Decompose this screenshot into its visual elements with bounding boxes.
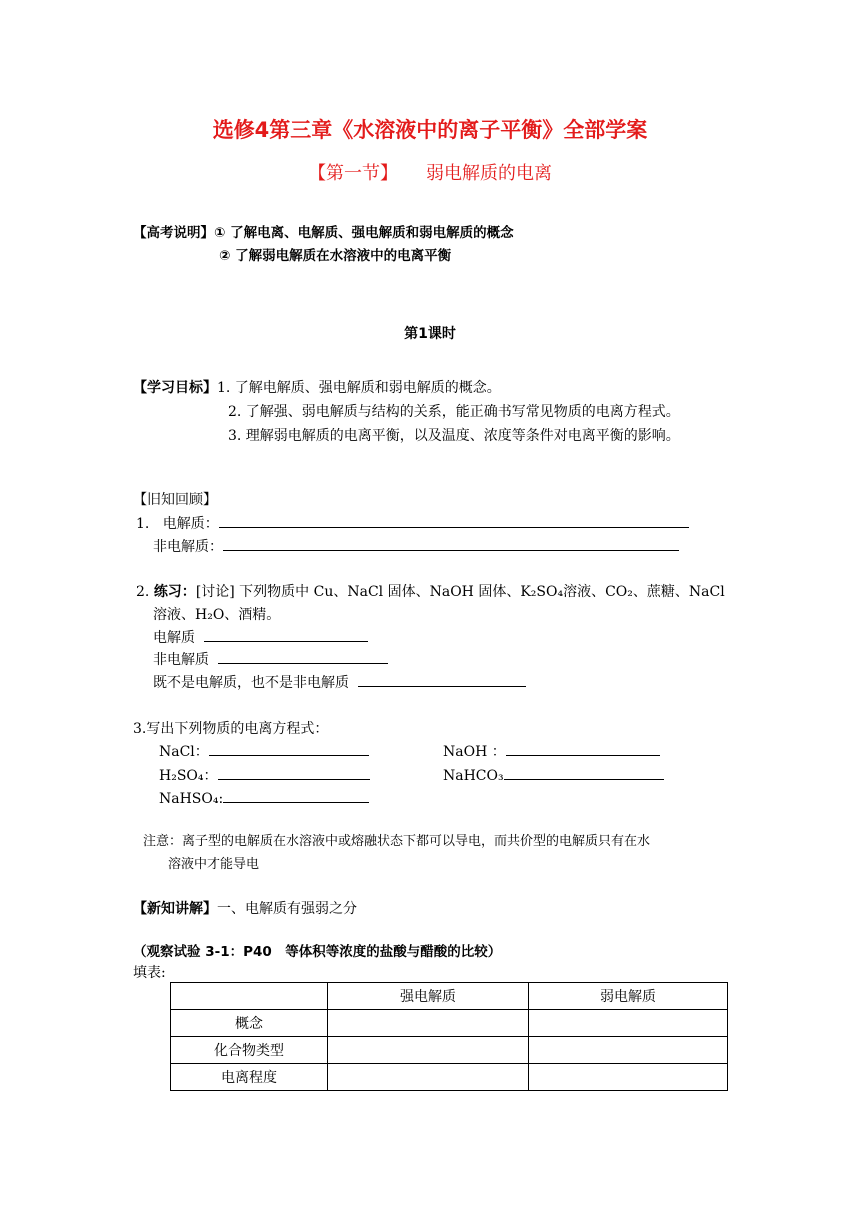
fill-cell[interactable] <box>529 1037 728 1064</box>
answer-blank[interactable] <box>218 649 388 664</box>
q3-naoh-label: NaOH ： <box>443 744 506 760</box>
q1-nonelectrolyte-label: 非电解质： <box>153 539 223 555</box>
row-label: 化合物类型 <box>171 1037 328 1064</box>
q3-h2so4-label: H₂SO₄： <box>159 768 218 784</box>
objective-item: 2. 了解强、弱电解质与结构的关系，能正确书写常见物质的电离方程式。 <box>228 404 680 420</box>
lesson-heading: 第1课时 <box>404 326 456 342</box>
comparison-table <box>170 982 728 1091</box>
exam-notes-label: 【高考说明】 <box>133 225 214 241</box>
page-title: 选修4第三章《水溶液中的离子平衡》全部学案 <box>212 118 648 142</box>
q3-nahso4-label: NaHSO₄: <box>159 791 224 807</box>
answer-blank[interactable] <box>218 765 370 780</box>
experiment-heading: （观察试验 3-1：P40 等体积等浓度的盐酸与醋酸的比较） <box>133 944 502 960</box>
objective-item: 1. 了解电解质、强电解质和弱电解质的概念。 <box>217 380 501 396</box>
note-line-1: 注意：离子型的电解质在水溶液中或熔融状态下都可以导电，而共价型的电解质只有在水 <box>143 834 651 849</box>
fill-cell[interactable] <box>328 1064 529 1091</box>
q3-h2so4 <box>159 765 370 785</box>
section-label: 【第一节】 <box>308 163 398 184</box>
q3-prompt: 3.写出下列物质的电离方程式： <box>133 721 329 737</box>
answer-blank[interactable] <box>223 788 369 803</box>
objectives-line-1 <box>133 377 501 397</box>
objectives-label: 【学习目标】 <box>133 380 217 396</box>
fill-table-label: 填表: <box>133 965 166 981</box>
q3-nacl-label: NaCl： <box>159 744 209 760</box>
q3-nahco3-label: NaHCO₃ <box>443 768 504 784</box>
fill-cell[interactable] <box>529 1064 728 1091</box>
table-header-strong: 强电解质 <box>328 983 529 1010</box>
fill-cell[interactable] <box>529 1010 728 1037</box>
q2-question-continued: 溶液、H₂O、酒精。 <box>153 607 281 623</box>
review-q2-line-1 <box>136 581 725 601</box>
new-knowledge-label: 【新知讲解】 <box>133 901 217 917</box>
note-line-2: 溶液中才能导电 <box>168 857 260 872</box>
q2-neither-label: 既不是电解质，也不是非电解质 <box>153 675 349 691</box>
q2-electrolyte-label: 电解质 <box>153 630 195 646</box>
new-knowledge <box>133 898 357 918</box>
new-knowledge-text: 一、电解质有强弱之分 <box>217 901 357 917</box>
q3-nacl <box>159 741 369 761</box>
q1-number: 1. <box>136 516 150 532</box>
answer-blank[interactable] <box>506 741 660 756</box>
section-topic: 弱电解质的电离 <box>426 163 552 184</box>
table-header-weak: 弱电解质 <box>529 983 728 1010</box>
objective-item: 3. 理解弱电解质的电离平衡，以及温度、浓度等条件对电离平衡的影响。 <box>228 428 680 444</box>
q2-nonelectrolyte-label: 非电解质 <box>153 652 209 668</box>
q2-nonelectrolyte <box>153 649 388 669</box>
fill-cell[interactable] <box>328 1037 529 1064</box>
q2-electrolyte <box>153 627 368 647</box>
q3-nahco3 <box>443 765 664 784</box>
section-subtitle <box>0 159 860 185</box>
answer-blank[interactable] <box>504 765 664 780</box>
exam-notes-line-1 <box>133 221 514 241</box>
q2-number: 2. <box>136 584 150 600</box>
exam-notes-item: ② 了解弱电解质在水溶液中的电离平衡 <box>219 248 452 264</box>
table-header-row <box>171 983 728 1010</box>
review-q1-nonelectrolyte <box>153 536 679 556</box>
q2-practice-label: 练习： <box>153 584 196 600</box>
row-label: 概念 <box>171 1010 328 1037</box>
review-q1-electrolyte <box>136 513 689 533</box>
row-label: 电离程度 <box>171 1064 328 1091</box>
q3-naoh <box>443 741 660 761</box>
table-row <box>171 1010 728 1037</box>
table-row <box>171 1037 728 1064</box>
answer-blank[interactable] <box>204 627 368 642</box>
q2-neither <box>153 672 526 692</box>
answer-blank[interactable] <box>223 536 679 551</box>
q3-nahso4 <box>159 788 369 807</box>
answer-blank[interactable] <box>219 513 689 528</box>
exam-notes-item: ① 了解电离、电解质、强电解质和弱电解质的概念 <box>214 225 514 241</box>
answer-blank[interactable] <box>209 741 369 756</box>
table-row <box>171 1064 728 1091</box>
answer-blank[interactable] <box>358 672 526 687</box>
q1-electrolyte-label: 电解质： <box>162 516 219 532</box>
q2-question: [讨论] 下列物质中 Cu、NaCl 固体、NaOH 固体、K₂SO₄溶液、CO₂、蔗糖、NaCl <box>195 584 725 600</box>
review-label: 【旧知回顾】 <box>133 492 217 508</box>
fill-cell[interactable] <box>328 1010 529 1037</box>
table-header-cell <box>171 983 328 1010</box>
